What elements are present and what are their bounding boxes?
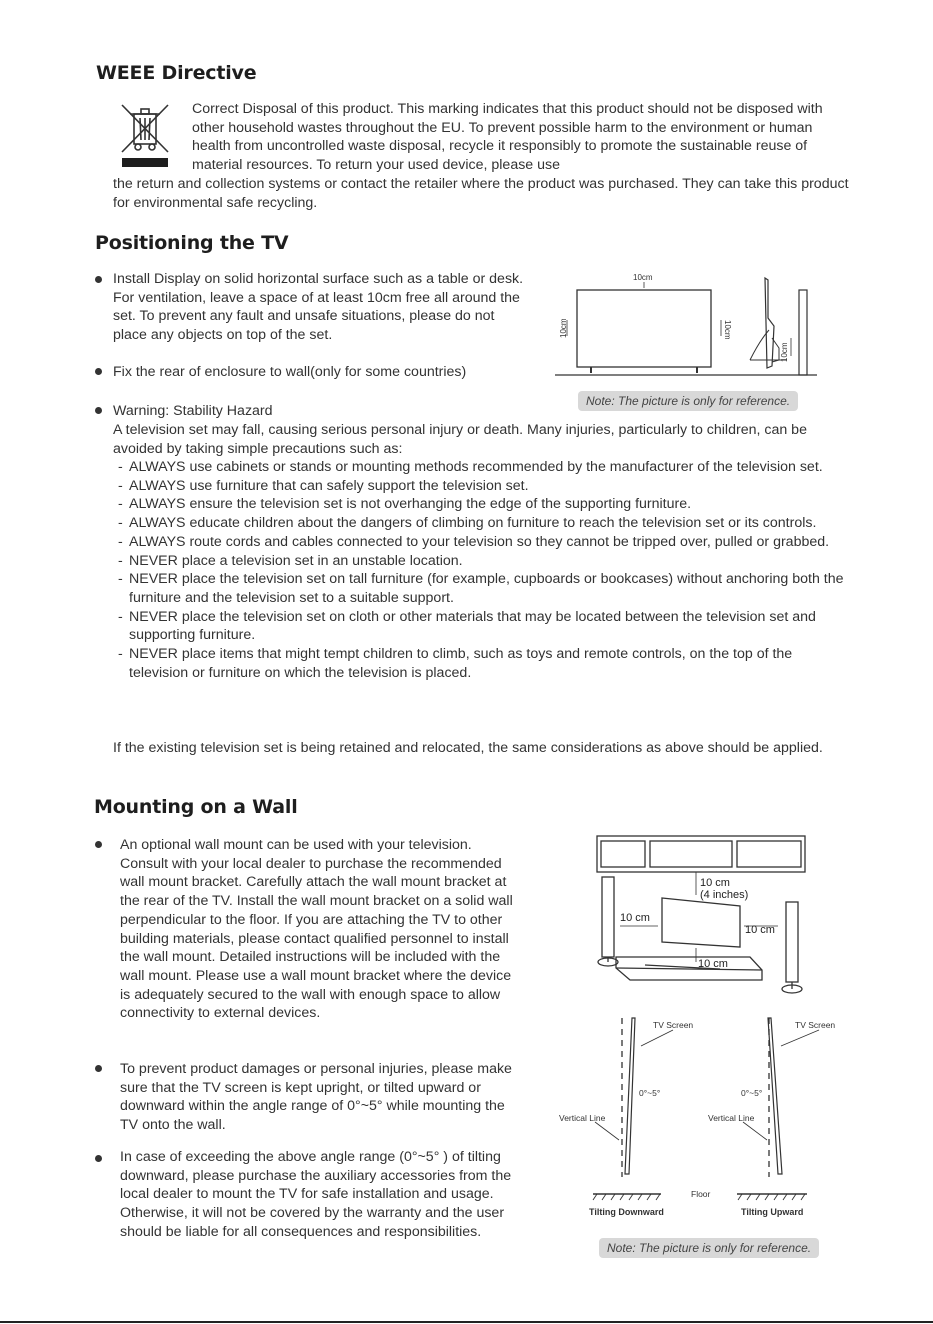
tilt-label-angle-right: 0°~5° [741,1088,763,1098]
positioning-title: Positioning the TV [95,232,289,254]
weee-text-continued: the return and collection systems or contact the retailer where the product was purchased. They can take this product for environmental safe recycling. [113,176,849,211]
bullet-icon [95,1155,102,1162]
bullet-icon [95,1065,102,1072]
mounting-title: Mounting on a Wall [94,796,298,818]
tilt-label-down: Tilting Downward [589,1207,664,1217]
positioning-closing: If the existing television set is being retained and relocated, the same considerations as above should be applied. [113,740,823,756]
weee-bin-icon [116,102,176,170]
stability-list [113,458,851,682]
warning-text: A television set may fall, causing serious personal injury or death. Many injuries, particularly to children, can be avoided by taking simple precautions such as: [113,422,807,457]
tilt-label-vertical-left: Vertical Line [559,1113,606,1123]
mounting-note: Note: The picture is only for reference. [599,1238,819,1258]
fig-label-top: 10cm [633,273,653,282]
bullet-icon [95,368,102,375]
page-bottom-rule [0,1321,933,1323]
list-item: - ALWAYS use cabinets or stands or mounting methods recommended by the manufacturer of the television set. [113,458,851,477]
positioning-figure [555,268,820,378]
wall-mount-figure [590,832,815,997]
wall-label-top: 10 cm [700,877,730,889]
positioning-bullet-2: Fix the rear of enclosure to wall(only for some countries) [113,364,467,380]
positioning-bullet-1: Install Display on solid horizontal surface such as a table or desk. For ventilation, leave a space of at least 10cm free all around the set. To prevent any fault and unsafe situations, please do not place any objects on top of the set. [113,271,524,344]
mounting-bullet-1: An optional wall mount can be used with your television. Consult with your local dealer to purchase the recommended wall mount bracket. Carefully attach the wall mount bracket at the rear of the TV. Install the wall mount bracket on a solid wall perpendicular to the floor. If you are attaching the TV to other building materials, please contact qualified personnel to install the wall mount. Detailed instructions will be included with the wall mount. Please use a wall mount bracket where the device is adequately secured to the wall with enough space to allow connectivity to external devices. [120,837,513,1022]
mounting-bullet-2: To prevent product damages or personal injuries, please make sure that the TV screen is kept upright, or tilted upward or downward within the angle range of 0°~5° while mounting the TV onto the wall. [120,1061,512,1134]
list-item: - ALWAYS use furniture that can safely support the television set. [113,477,851,496]
wall-label-top-inches: (4 inches) [700,889,749,901]
list-item: - NEVER place the television set on cloth or other materials that may be located between the television set and supporting furniture. [113,608,851,645]
tilt-label-screen-right: TV Screen [795,1020,836,1030]
weee-title: WEEE Directive [96,62,257,84]
bullet-icon [95,276,102,283]
tilt-figure [555,1012,845,1222]
tilt-label-floor: Floor [691,1189,711,1199]
list-item: - ALWAYS route cords and cables connected to your television so they cannot be tripped over, pulled or grabbed. [113,533,851,552]
tilt-label-vertical-right: Vertical Line [708,1113,755,1123]
list-item: - NEVER place the television set on tall furniture (for example, cupboards or bookcases) without anchoring both the furniture and the television set to a suitable support. [113,570,851,607]
mounting-bullet-3: In case of exceeding the above angle range (0°~5° ) of tilting downward, please purchase the auxiliary accessories from the local dealer to mount the TV for safe installation and usage. Otherwise, it will not be covered by the warranty and the user should be liable for all consequences and responsibilities. [120,1149,512,1240]
tilt-label-up: Tilting Upward [741,1207,804,1217]
positioning-note: Note: The picture is only for reference. [578,391,798,411]
list-item: - NEVER place a television set in an unstable location. [113,552,851,571]
bullet-icon [95,841,102,848]
tilt-label-screen-left: TV Screen [653,1020,694,1030]
wall-label-left: 10 cm [620,912,650,924]
weee-text: Correct Disposal of this product. This marking indicates that this product should not be disposed with other household wastes throughout the EU. To prevent possible harm to the environment or human health from uncontrolled waste disposal, recycle it responsibly to promote the sustainable reuse of material resources. To return your used device, please use [192,101,823,174]
fig-label-right: 10cm [723,320,732,340]
list-item: - NEVER place items that might tempt children to climb, such as toys and remote controls, on the top of the television or furniture on which the television is placed. [113,645,851,682]
bullet-icon [95,407,102,414]
wall-label-bottom: 10 cm [698,958,728,970]
list-item: - ALWAYS educate children about the dangers of climbing on furniture to reach the television set or its controls. [113,514,851,533]
list-item: - ALWAYS ensure the television set is not overhanging the edge of the supporting furniture. [113,495,851,514]
tilt-label-angle-left: 0°~5° [639,1088,661,1098]
wall-label-right: 10 cm [745,924,775,936]
fig-label-rear: 10cm [780,342,789,362]
warning-title: Warning: Stability Hazard [113,403,273,419]
fig-label-left: 10cm [559,318,568,338]
